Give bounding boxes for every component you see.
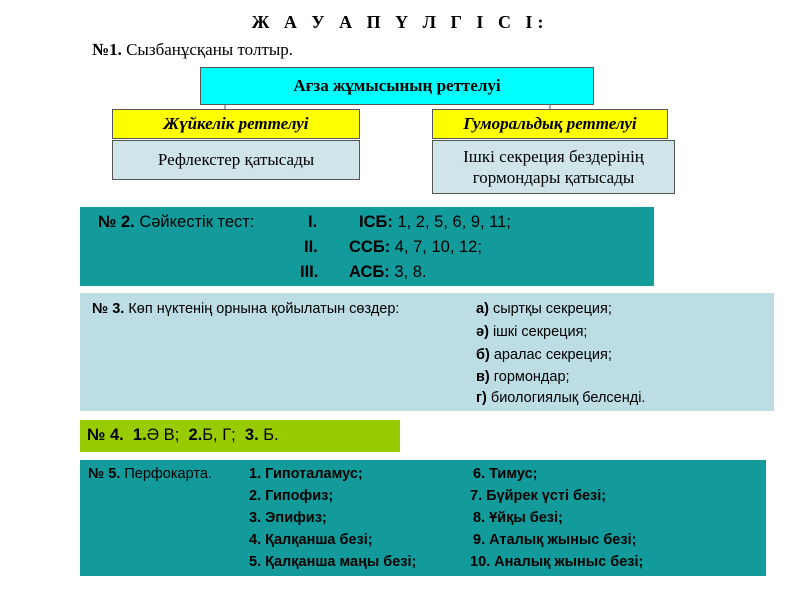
task3-number: № 3. — [92, 301, 125, 317]
task5-left-item-3: 3. Эпифиз; — [249, 510, 327, 526]
humoral-regulation-heading: Гуморальдық реттелуі — [432, 109, 668, 139]
task2-row2-value: 4, 7, 10, 12; — [394, 238, 482, 256]
nervous-regulation-heading: Жүйкелік реттелуі — [112, 109, 360, 139]
task5-right-item-6: 6. Тимус; — [473, 466, 538, 482]
task3-item-g — [476, 390, 645, 406]
task2-row1-value: 1, 2, 5, 6, 9, 11; — [397, 213, 511, 231]
task5-right-item-9: 9. Аталық жыныс безі; — [473, 532, 637, 548]
task4-answer — [87, 426, 279, 445]
task3-label-text: Көп нүктенің орнына қойылатын сөздер: — [128, 301, 400, 317]
task3-item-ae — [476, 324, 587, 340]
task5-label — [88, 466, 212, 482]
task2-row1-key: ІСБ: — [359, 213, 393, 231]
task2-label — [98, 213, 254, 232]
task4-number: № 4. — [87, 426, 124, 444]
humoral-regulation-body — [432, 140, 675, 194]
humoral-body-line2: гормондары қатысады — [472, 168, 635, 187]
task2-row3-key: АСБ: — [349, 263, 390, 281]
task4-panel — [80, 420, 400, 452]
task3-item-b — [476, 347, 612, 363]
task4-p2-num: 2. — [188, 426, 203, 444]
task3-item-v — [476, 369, 570, 385]
task3-item-g-letter: г) — [476, 390, 487, 406]
task3-item-b-text: аралас секреция; — [493, 347, 612, 363]
task1-text: Сызбанұсқаны толтыр. — [126, 40, 294, 59]
task5-right-item-10: 10. Аналық жыныс безі; — [470, 554, 644, 570]
task2-panel — [80, 207, 654, 286]
page-title: Ж А У А П Ү Л Г І С І: — [251, 12, 549, 32]
task2-row3-value: 3, 8. — [394, 263, 427, 281]
task2-label-text: Сәйкестік тест: — [139, 213, 255, 231]
task5-panel — [80, 460, 766, 576]
task2-row2-key: ССБ: — [349, 238, 391, 256]
task5-number: № 5. — [88, 466, 121, 482]
task4-p3-num: 3. — [244, 426, 259, 444]
task3-item-ae-text: ішкі секреция; — [492, 324, 588, 340]
task2-row2 — [349, 238, 482, 257]
task3-item-v-letter: в) — [476, 369, 490, 385]
task5-left-item-2: 2. Гипофиз; — [249, 488, 334, 504]
nervous-regulation-body: Рефлекстер қатысады — [112, 140, 360, 180]
task2-row2-roman: ІІ. — [304, 238, 318, 256]
task5-left-item-5: 5. Қалқанша маңы безі; — [249, 554, 417, 570]
task3-item-ae-letter: ә) — [476, 324, 489, 340]
task4-p1-text: Ә В; — [146, 426, 180, 444]
task1-number: №1. — [92, 40, 122, 59]
task3-item-g-text: биологиялық белсенді. — [490, 390, 646, 406]
task2-row1-roman: І. — [308, 213, 318, 231]
task5-left-item-1: 1. Гипоталамус; — [249, 466, 363, 482]
task2-row3-roman: ІІІ. — [300, 263, 319, 281]
task5-label-text: Перфокарта. — [124, 466, 212, 482]
task2-number: № 2. — [98, 213, 135, 231]
task3-item-a-text: сыртқы секреция; — [492, 301, 612, 317]
humoral-body-line1: Ішкі секреция бездерінің — [463, 147, 644, 166]
task4-p2-text: Б, Г; — [202, 426, 236, 444]
task3-label — [92, 301, 399, 317]
task5-right-item-7: 7. Бүйрек үсті безі; — [470, 488, 607, 504]
task4-p3-text: Б. — [263, 426, 279, 444]
diagram-root-box: Ағза жұмысының реттелуі — [200, 67, 594, 105]
task3-item-v-text: гормондар; — [493, 369, 570, 385]
task3-item-a-letter: а) — [476, 301, 489, 317]
task3-panel — [80, 293, 774, 411]
task2-row1 — [359, 213, 511, 232]
task4-p1-num: 1. — [132, 426, 147, 444]
task2-row3 — [349, 263, 426, 282]
task5-right-item-8: 8. Ұйқы безі; — [473, 510, 563, 526]
task3-item-a — [476, 301, 612, 317]
task3-item-b-letter: б) — [476, 347, 490, 363]
task5-left-item-4: 4. Қалқанша безі; — [249, 532, 373, 548]
